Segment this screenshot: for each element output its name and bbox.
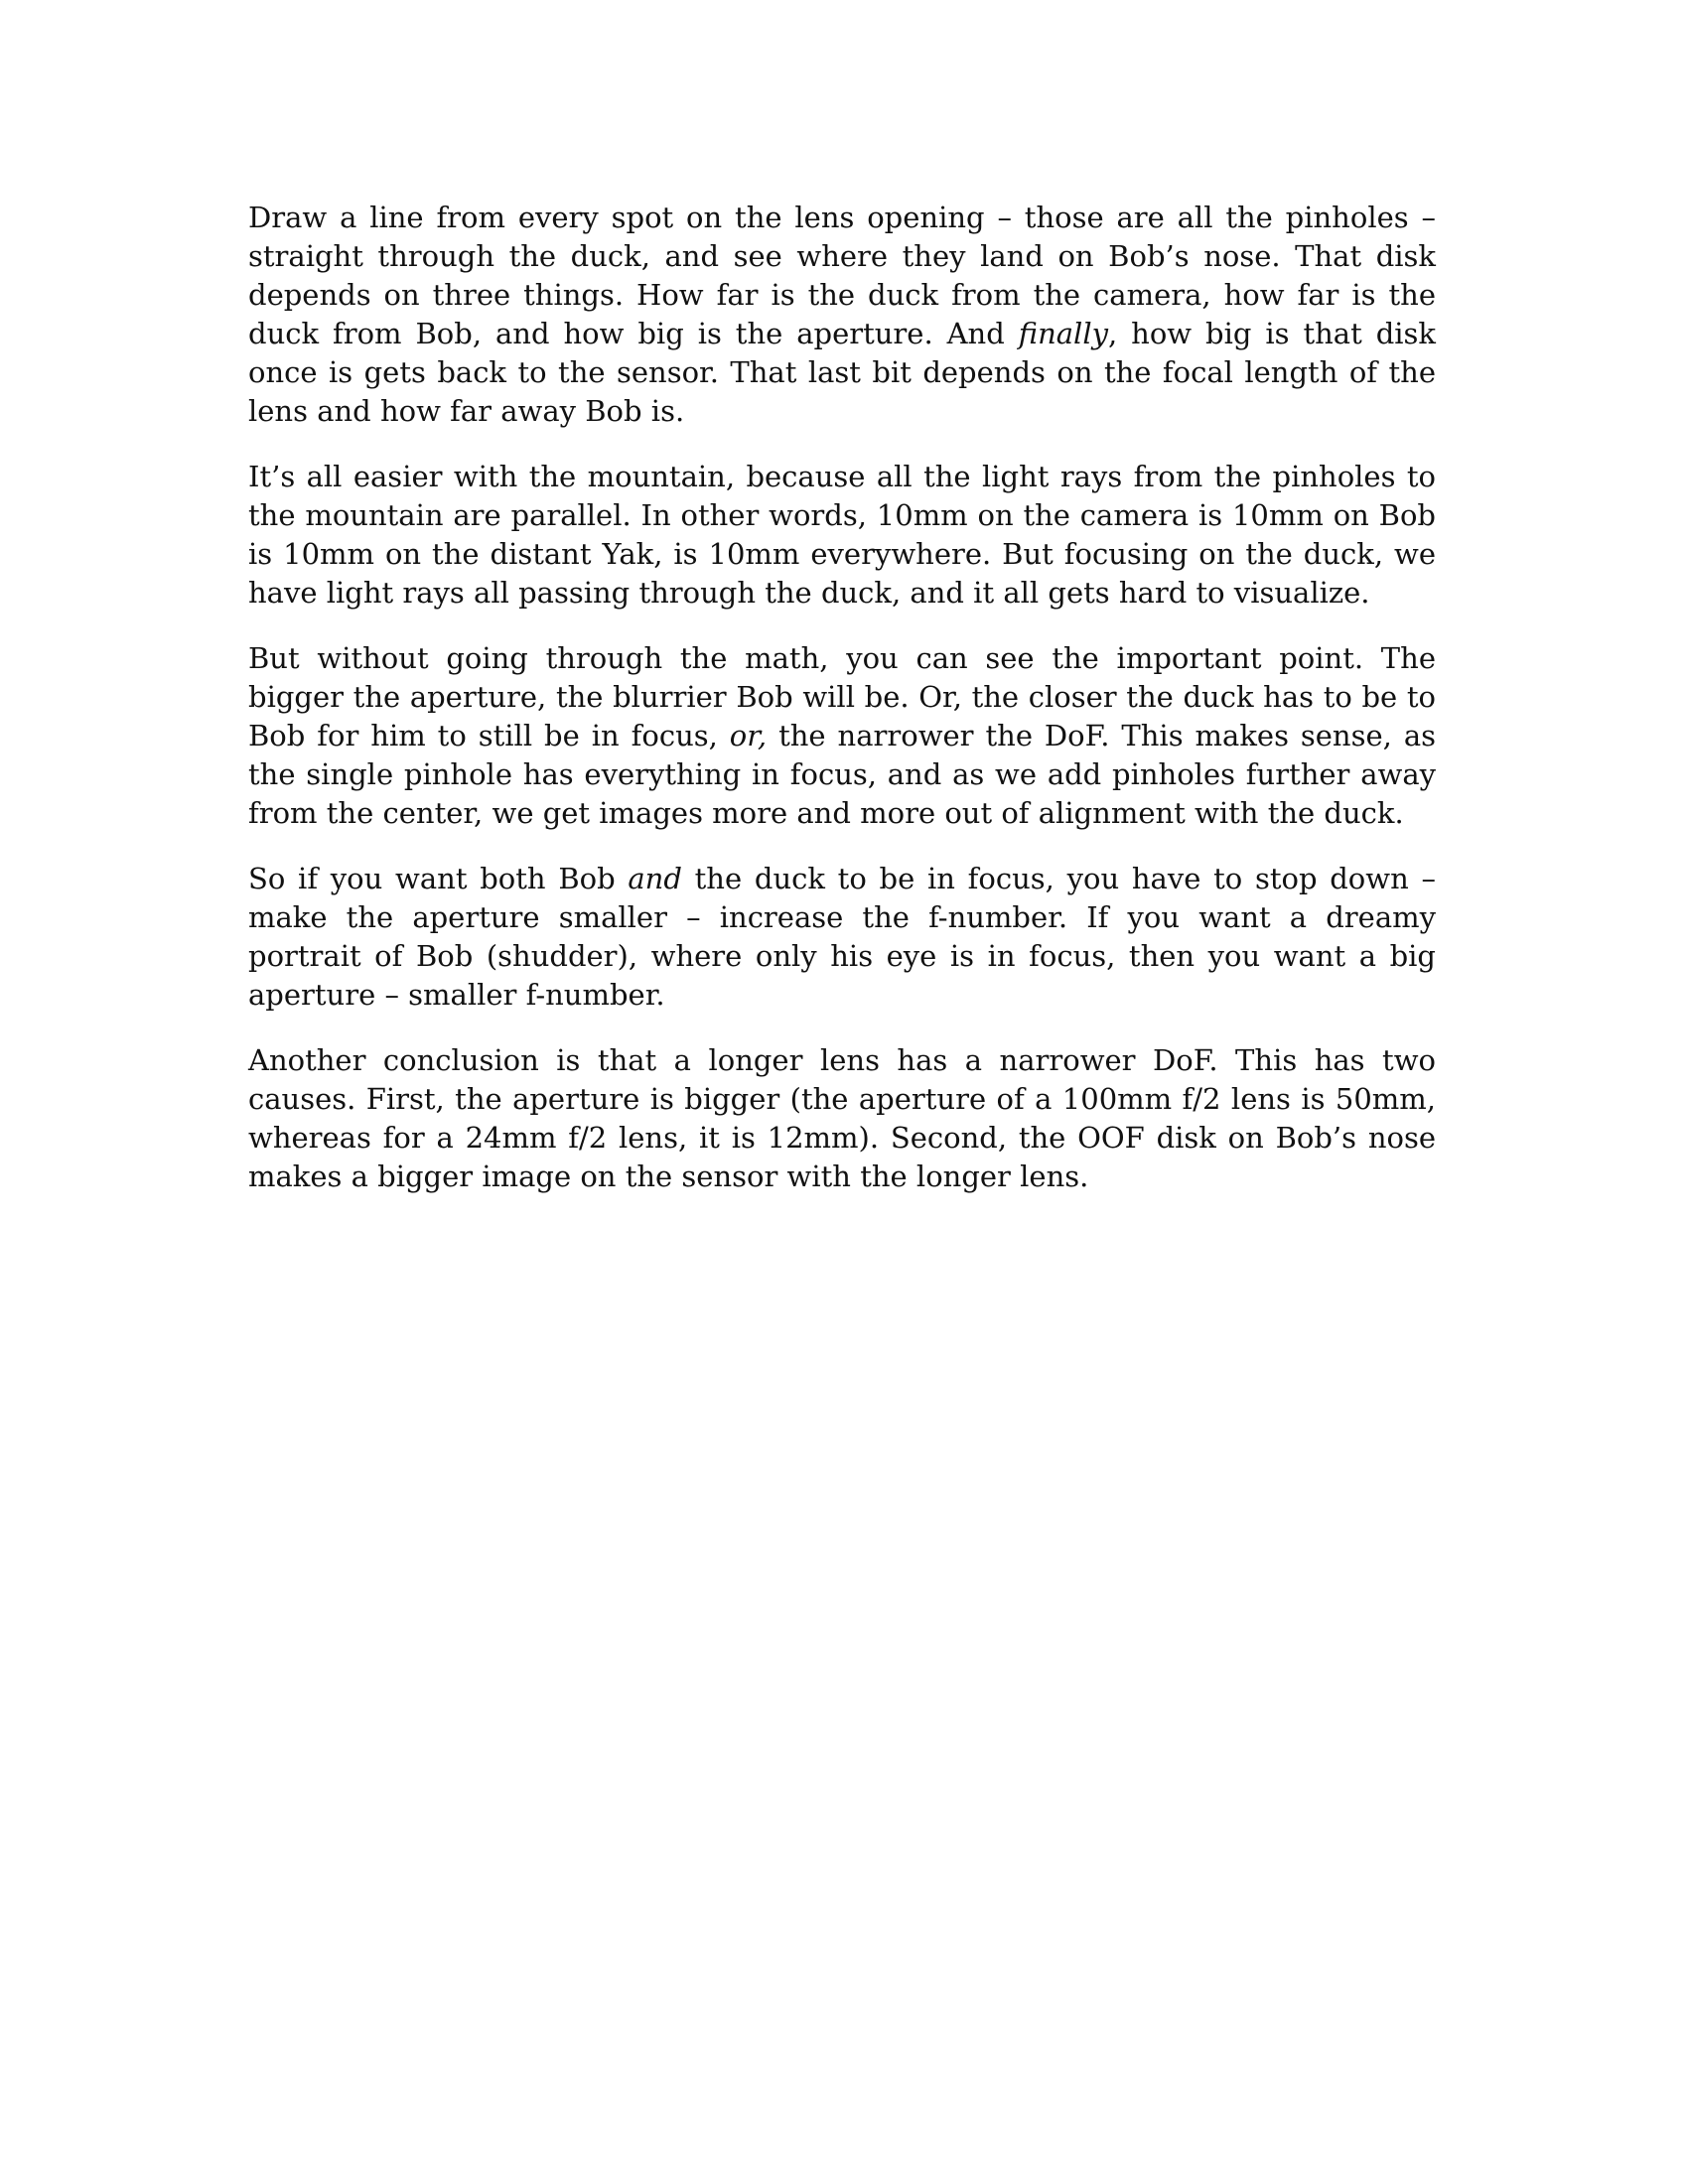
paragraph-3-italic-or: or, — [729, 719, 768, 752]
paragraph-3-run-1: But without going through the math, you can see the important point. The bigger the aperture, the blurrier Bob will be. Or, the closer the duck has to be to Bob for him to still be in focus, — [248, 641, 1436, 752]
document-body — [248, 199, 1436, 1223]
paragraph-2 — [248, 458, 1436, 613]
paragraph-1 — [248, 199, 1436, 431]
paragraph-4-run-1: So if you want both Bob — [248, 862, 629, 895]
paragraph-1-run-1: Draw a line from every spot on the lens opening – those are all the pinholes – straight through the duck, and see where they land on Bob’s nose. That disk depends on three things. How far is the duck from the camera, how far is the duck from Bob, and how big is the aperture. And — [248, 201, 1436, 350]
paragraph-1-run-3: , how big is that disk once is gets back to the sensor. That last bit depends on the focal length of the lens and how far away Bob is. — [248, 317, 1436, 428]
paragraph-3 — [248, 639, 1436, 833]
paragraph-3-run-3: the narrower the DoF. This makes sense, as the single pinhole has everything in focus, and as we add pinholes further away from the center, we get images more and more out of alignment with the duck. — [248, 719, 1436, 830]
paragraph-4 — [248, 860, 1436, 1015]
paragraph-5-run-1: Another conclusion is that a longer lens has a narrower DoF. This has two causes. First, the aperture is bigger (the aperture of a 100mm f/2 lens is 50mm, whereas for a 24mm f/2 lens, it is 12mm). Second, the OOF disk on Bob’s nose makes a bigger image on the sensor with the longer lens. — [248, 1043, 1436, 1193]
paragraph-5 — [248, 1041, 1436, 1196]
paragraph-1-italic-finally: finally — [1018, 317, 1108, 350]
paragraph-4-run-3: the duck to be in focus, you have to stop down – make the aperture smaller – increase the f-number. If you want a dreamy portrait of Bob (shudder), where only his eye is in focus, then you want a big aperture – smaller f-number. — [248, 862, 1436, 1012]
paragraph-2-run-1: It’s all easier with the mountain, because all the light rays from the pinholes to the mountain are parallel. In other words, 10mm on the camera is 10mm on Bob is 10mm on the distant Yak, is 10mm everywhere. But focusing on the duck, we have light rays all passing through the duck, and it all gets hard to visualize. — [248, 460, 1436, 610]
paragraph-4-italic-and: and — [628, 862, 682, 895]
